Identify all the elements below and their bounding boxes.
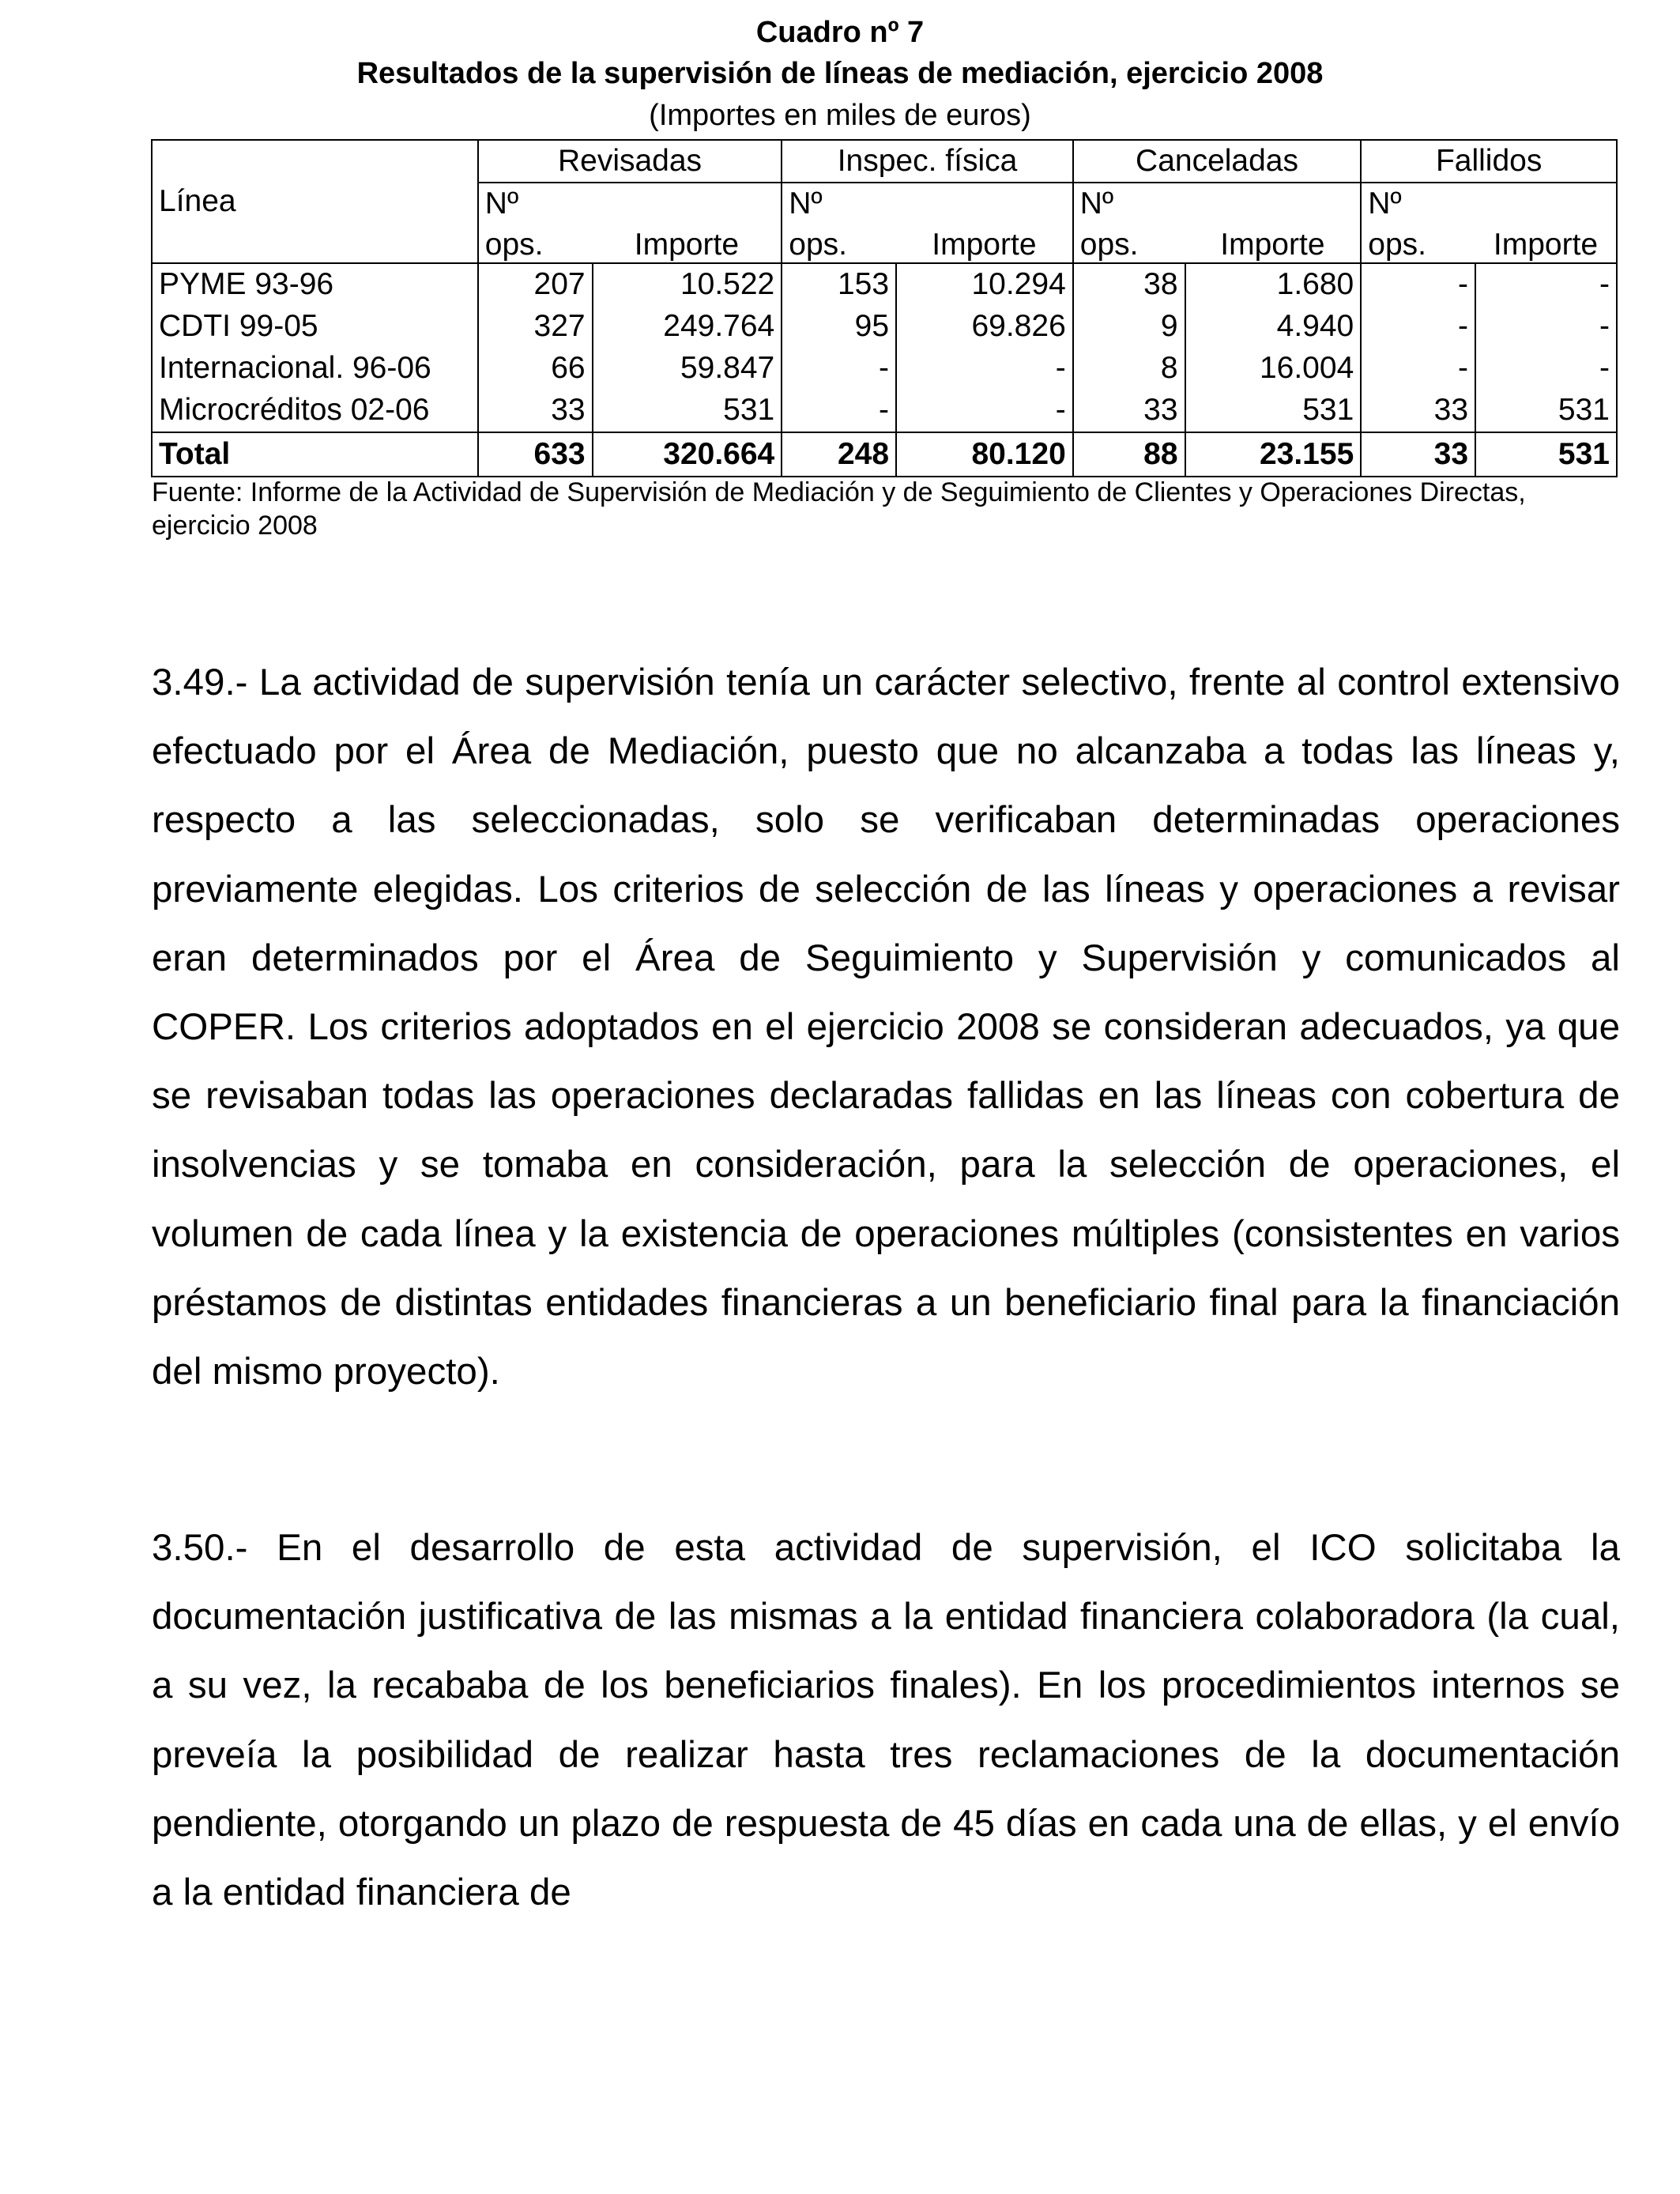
cell: - [896,348,1073,390]
cell: 59.847 [593,348,782,390]
cell: 38 [1073,263,1185,306]
cell: 327 [478,306,593,348]
cell: 4.940 [1185,306,1362,348]
cell: - [782,390,896,432]
total-cell: 88 [1073,432,1185,477]
row-label: Internacional. 96-06 [152,348,478,390]
header-ops: ops. [1361,221,1475,263]
total-cell: 320.664 [593,432,782,477]
header-group-revisadas: Revisadas [478,140,782,183]
table-subtitle: (Importes en miles de euros) [649,99,1031,132]
cell: 207 [478,263,593,306]
header-ops: ops. [478,221,593,263]
header-no: Nº [1073,183,1185,221]
table-row [152,390,1617,432]
header-importe: Importe [593,221,782,263]
header-group-inspec: Inspec. física [782,140,1073,183]
header-ops: ops. [1073,221,1185,263]
header-importe: Importe [1185,221,1362,263]
row-label: PYME 93-96 [152,263,478,306]
cell: - [1361,306,1475,348]
cell: - [1475,348,1617,390]
table-total-row [152,432,1617,477]
cell: 249.764 [593,306,782,348]
cell: 95 [782,306,896,348]
header-no: Nº [782,183,896,221]
table-title: Resultados de la supervisión de líneas de mediación, ejercicio 2008 [356,57,1324,90]
total-cell: 531 [1475,432,1617,477]
table-row [152,306,1617,348]
total-cell: 248 [782,432,896,477]
cell: 1.680 [1185,263,1362,306]
total-cell: 80.120 [896,432,1073,477]
header-group-canceladas: Canceladas [1073,140,1362,183]
cell: 531 [593,390,782,432]
total-label: Total [152,432,478,477]
cell: 10.294 [896,263,1073,306]
header-no: Nº [1361,183,1475,221]
cell: - [1361,263,1475,306]
table-source-note: Fuente: Informe de la Actividad de Supervisión de Mediación y de Seguimiento de Clientes y Operaciones Directas, ejercicio 2008 [152,477,1526,541]
cell: 33 [1073,390,1185,432]
row-label: CDTI 99-05 [152,306,478,348]
cell: 33 [1361,390,1475,432]
results-table [151,139,1618,477]
header-importe: Importe [1475,221,1617,263]
cell: 531 [1185,390,1362,432]
header-linea: Línea [152,140,478,263]
cell: 66 [478,348,593,390]
cell: 69.826 [896,306,1073,348]
paragraph-3-50: 3.50.- En el desarrollo de esta actividad de supervisión, el ICO solicitaba la documentación justificativa de las mismas a la entidad financiera colaboradora (la cual, a su vez, la recababa de los beneficiarios finales). En los procedimientos internos se preveía la posibilidad de realizar hasta tres reclamaciones de la documentación pendiente, otorgando un plazo de respuesta de 45 días en cada una de ellas, y el envío a la entidad financiera de [152,1527,1620,1914]
table-number: Cuadro nº 7 [755,16,925,49]
cell: 10.522 [593,263,782,306]
header-group-fallidos: Fallidos [1361,140,1617,183]
cell: 8 [1073,348,1185,390]
header-importe: Importe [896,221,1073,263]
cell: - [1475,263,1617,306]
total-cell: 633 [478,432,593,477]
paragraph-3-49: 3.49.- La actividad de supervisión tenía un carácter selectivo, frente al control extensivo efectuado por el Área de Mediación, puesto que no alcanzaba a todas las líneas y, respecto a las seleccionadas, solo se verificaban determinadas operaciones previamente elegidas. Los criterios de selección de las líneas y operaciones a revisar eran determinados por el Área de Seguimiento y Supervisión y comunicados al COPER. Los criterios adoptados en el ejercicio 2008 se consideran adecuados, ya que se revisaban todas las operaciones declaradas fallidas en las líneas con cobertura de insolvencias y se tomaba en consideración, para la selección de operaciones, el volumen de cada línea y la existencia de operaciones múltiples (consistentes en varios préstamos de distintas entidades financieras a un beneficiario final para la financiación del mismo proyecto). [152,662,1620,1393]
cell: - [1475,306,1617,348]
cell: - [896,390,1073,432]
header-no: Nº [478,183,593,221]
cell: 16.004 [1185,348,1362,390]
total-cell: 33 [1361,432,1475,477]
row-label: Microcréditos 02-06 [152,390,478,432]
cell: 153 [782,263,896,306]
cell: 531 [1475,390,1617,432]
cell: - [1361,348,1475,390]
table-row [152,263,1617,306]
cell: - [782,348,896,390]
cell: 33 [478,390,593,432]
cell: 9 [1073,306,1185,348]
header-group-row [152,140,1617,183]
total-cell: 23.155 [1185,432,1362,477]
table-row [152,348,1617,390]
header-ops: ops. [782,221,896,263]
